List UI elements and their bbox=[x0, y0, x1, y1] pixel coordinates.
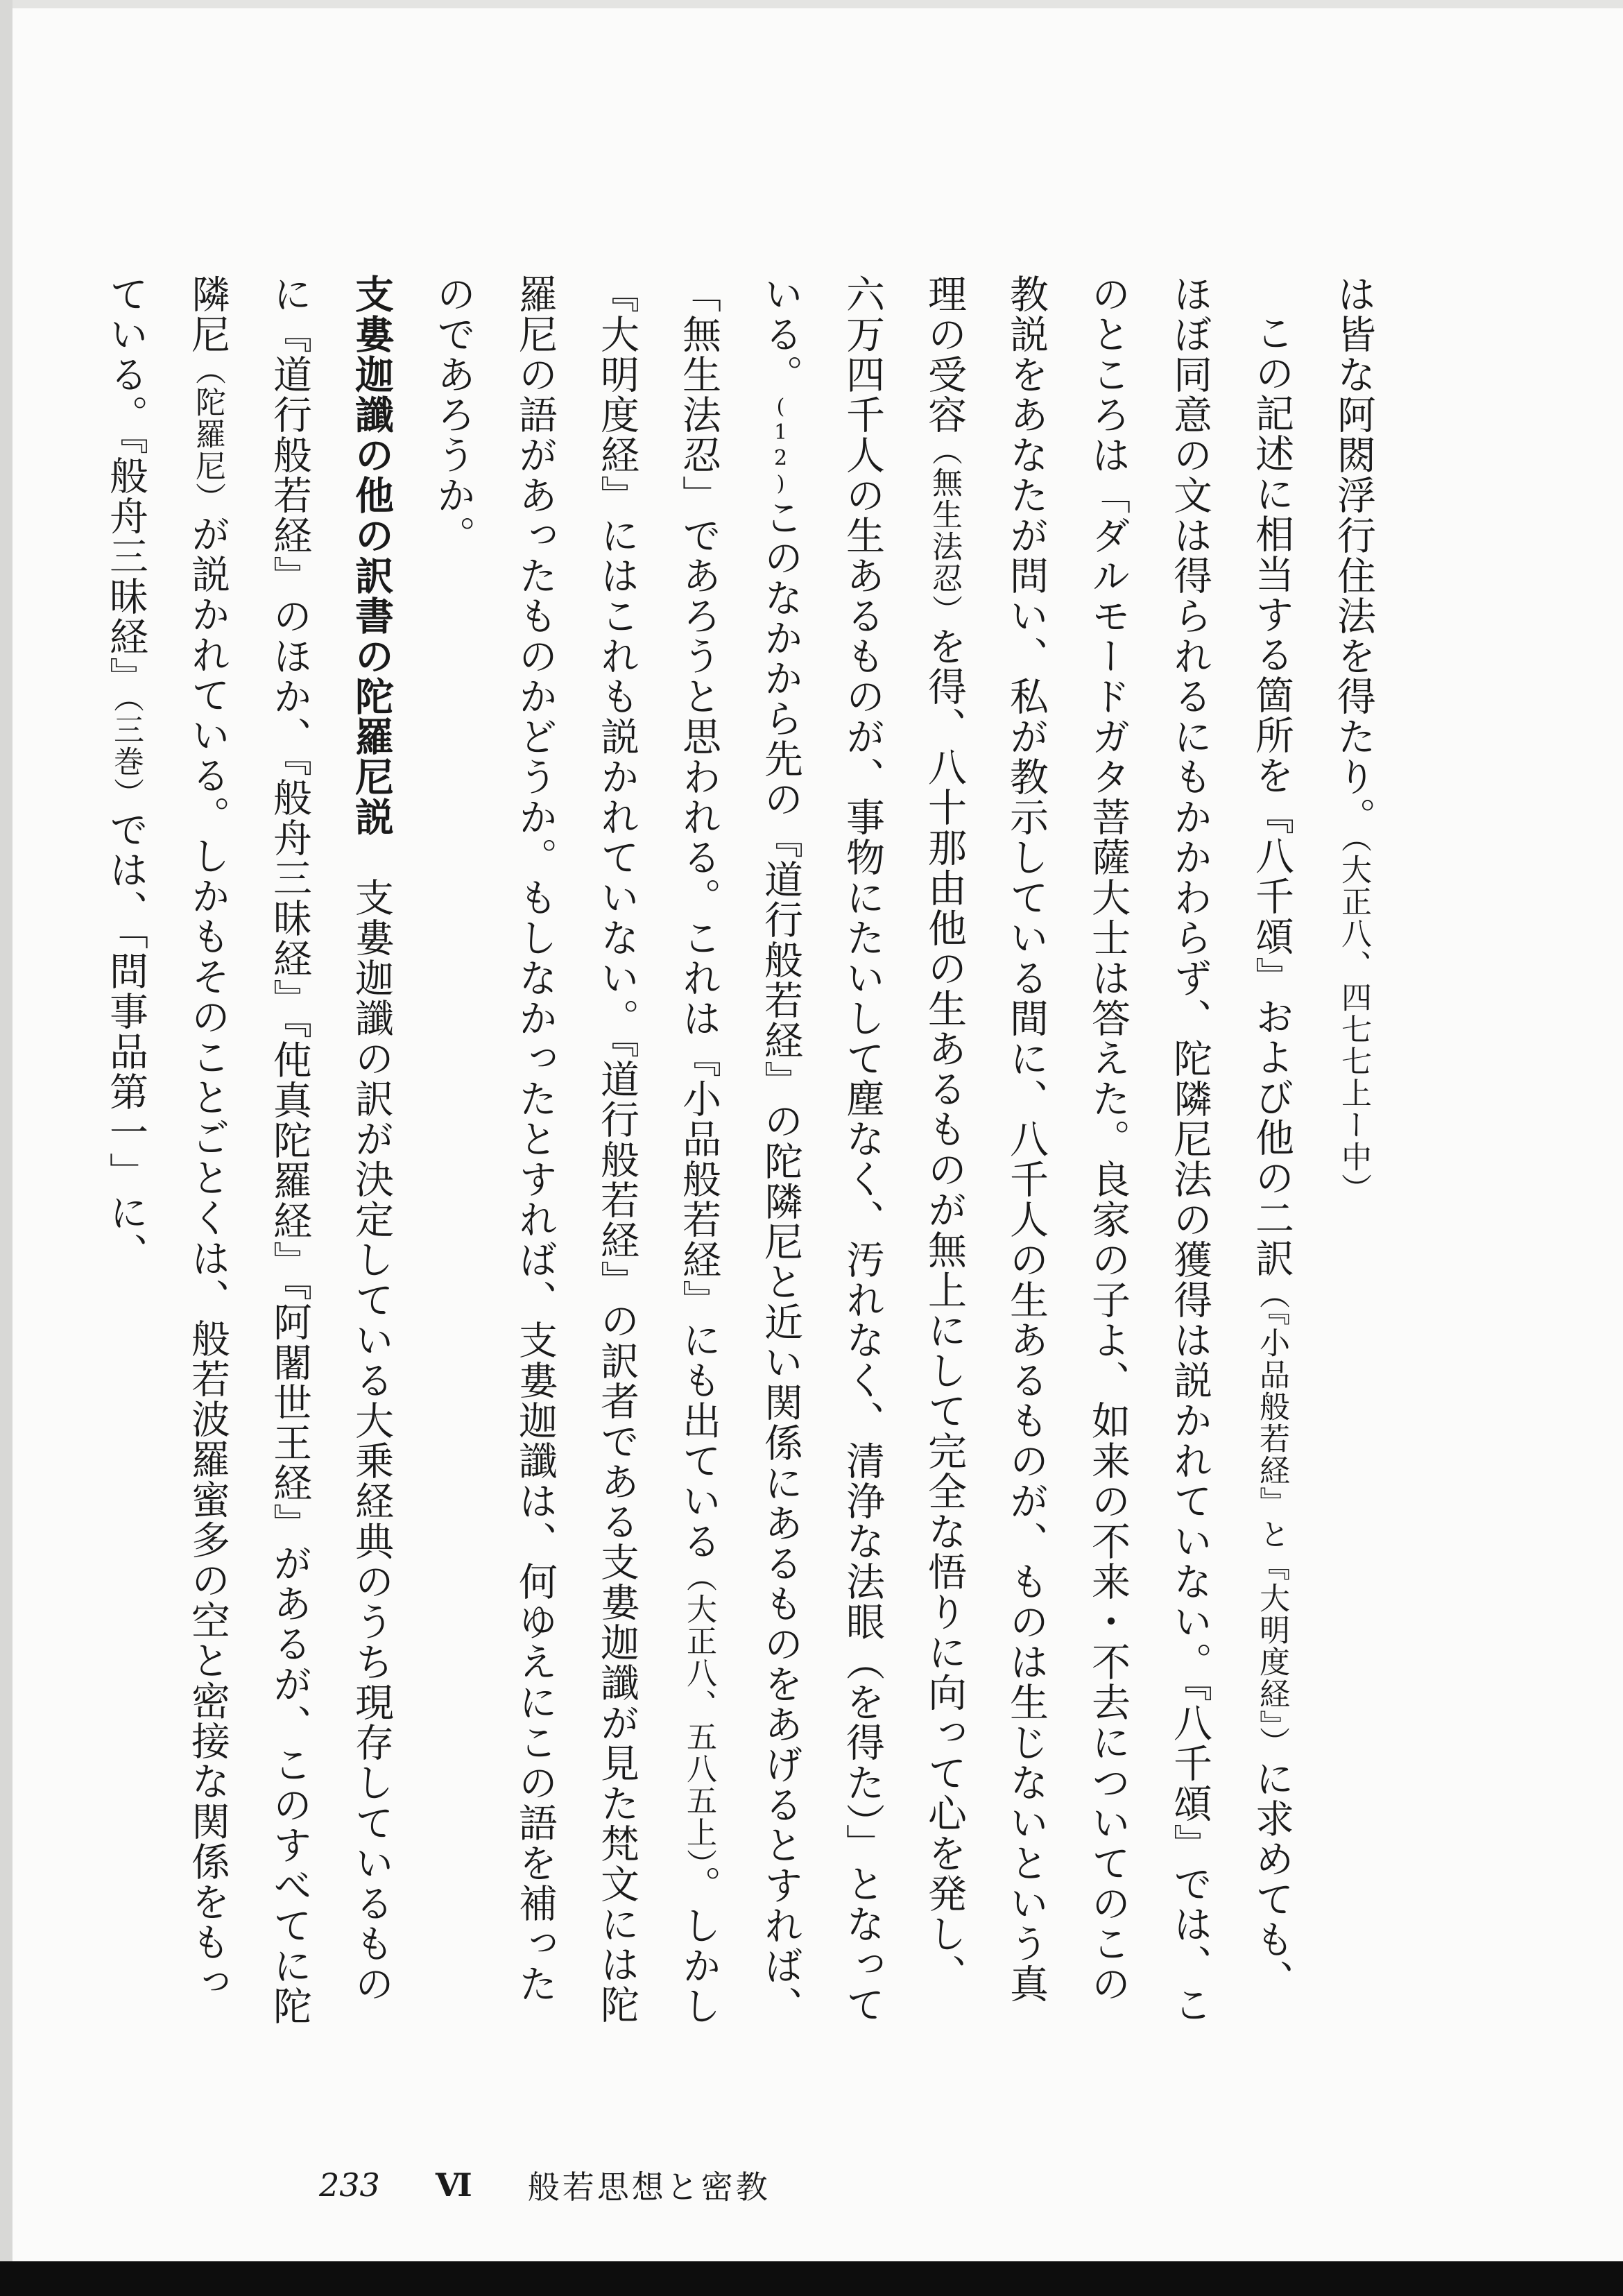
scan-edge-top bbox=[0, 0, 1623, 8]
paragraph-2-text-d: このなかから先の『道行般若経』の陀隣尼と近い関係にあるものをあげるとすれば、「無生法忍」であろうと思われる。これは『小品般若経』にも出ている bbox=[676, 274, 803, 2026]
paragraph-3 bbox=[85, 274, 412, 2029]
paragraph-2-text-b: に求めても、ほぼ同意の文は得られるにもかかわらず、陀隣尼法の獲得は説かれていない。『八千頌』では、このところは「ダルモードガタ菩薩大士は答えた。良家の子よ、如来の不来・不去についてのこの教説をあなたが問い、私が教示している間に、八千人の生あるものが、ものは生じないという真理の受容 bbox=[922, 274, 1294, 2025]
quotation bbox=[0, 274, 3, 2029]
citation: （三巻） bbox=[108, 697, 144, 809]
section-heading: 支婁迦讖の他の訳書の陀羅尼説 bbox=[349, 274, 394, 837]
page-footer bbox=[319, 2164, 771, 2206]
page-number: 233 bbox=[319, 2166, 380, 2204]
paragraph-3-text-c: では、「問事品第一」に、 bbox=[103, 809, 148, 1273]
paragraph-2-text-c: を得、八十那由他の生あるものが無上にして完全な悟りに向って心を発し、六万四千人の生あるものが、事物にたいして塵なく、汚れなく、清浄な法眼（を得た）」となっている。 bbox=[758, 274, 967, 2025]
paragraph-1 bbox=[1312, 274, 1394, 2029]
citation: （『小品般若経』と『大明度経』） bbox=[1254, 1278, 1289, 1758]
body-text bbox=[103, 274, 1394, 2029]
citation: （大正八、五八五上） bbox=[681, 1561, 716, 1865]
citation: （陀羅尼） bbox=[190, 354, 225, 514]
paragraph-2-text-e: 。しかし『大明度経』にはこれも説かれていない。『道行般若経』の訳者である支婁迦讖が見た梵文には陀羅尼の語があったものかどうか。もしなかったとすれば、支婁迦讖は、何ゆえにこの語を補ったのであろうか。 bbox=[431, 274, 721, 2026]
citation: （大正八、四七七上ー中） bbox=[1336, 837, 1371, 1205]
paragraph-2-text-a: この記述に相当する箇所を『八千頌』および他の二訳 bbox=[1249, 313, 1294, 1278]
paragraph-1-text: は皆な阿閦浮行住法を得たり。 bbox=[1331, 274, 1376, 837]
paragraph-3-text-a: 支婁迦讖の訳が決定している大乗経典のうち現存しているものに『道行般若経』のほか、『般舟三昧経』『伅真陀羅経』『阿闍世王経』があるが、このすべてに陀隣尼 bbox=[185, 274, 394, 2026]
chapter-numeral: Ⅵ bbox=[435, 2166, 472, 2204]
scan-edge-bottom bbox=[0, 2261, 1623, 2296]
paragraph-2 bbox=[412, 274, 1312, 2029]
citation: （無生法忍） bbox=[927, 435, 962, 626]
footnote-reference[interactable]: (12) bbox=[768, 395, 793, 497]
paragraph-3-text-b: が説かれている。しかもそのことごとくは、般若波羅蜜多の空と密接な関係をもっている。『般舟三昧経』 bbox=[103, 274, 230, 2003]
chapter-title: 般若思想と密教 bbox=[527, 2168, 771, 2206]
